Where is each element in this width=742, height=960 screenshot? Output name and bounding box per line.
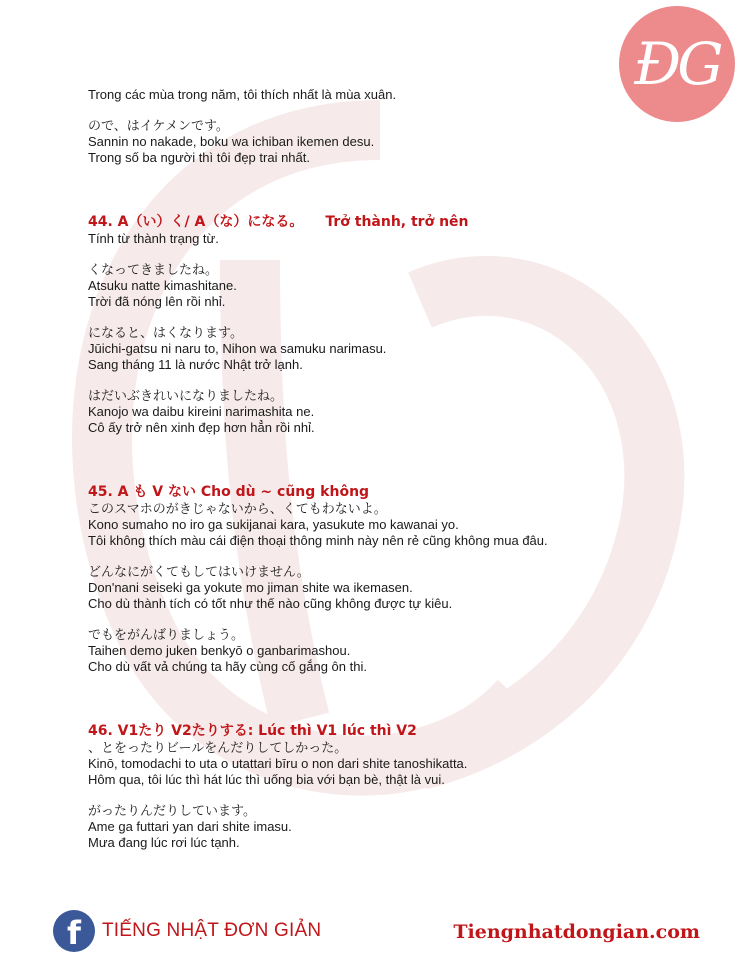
example-vietnamese: Mưa đang lúc rơi lúc tạnh. [88,835,240,850]
example-romaji: Kono sumaho no iro ga sukijanai kara, yasukute mo kawanai yo. [88,517,459,532]
example-vietnamese: Sang tháng 11 là nước Nhật trở lạnh. [88,357,303,372]
example-japanese: くなってきましたね。 [88,262,219,277]
grammar-section-45 [88,483,708,675]
example-romaji: Jūichi-gatsu ni naru to, Nihon wa samuku narimasu. [88,341,387,356]
example-japanese: 、とをったりビールをんだりしてしかった。 [88,740,348,755]
section-heading [88,213,708,231]
website-link[interactable]: Tiengnhatdongian.com [453,921,700,943]
grammar-section-44 [88,213,708,436]
example-vietnamese: Hôm qua, tôi lúc thì hát lúc thì uống bia với bạn bè, thật là vui. [88,772,445,787]
example-romaji: Kanojo wa daibu kireini narimashita ne. [88,404,315,419]
page-footer [0,908,742,960]
example-romaji: Ame ga futtari yan dari shite imasu. [88,819,292,834]
example-romaji: Don'nani seiseki ga yokute mo jiman shite wa ikemasen. [88,580,413,595]
section-meaning: Trở thành, trở nên [325,214,469,230]
example-vietnamese: Trời đã nóng lên rồi nhỉ. [88,294,226,309]
example-vietnamese: Cho dù vất vả chúng ta hãy cùng cố gắng ôn thi. [88,659,367,674]
intro-vietnamese: Trong số ba người thì tôi đẹp trai nhất. [88,150,310,165]
example-japanese: になると、はくなります。 [88,325,243,340]
section-title: 46. V1たり V2たりする: Lúc thì V1 lúc thì V2 [88,723,417,739]
example-romaji: Kinō, tomodachi to uta o utattari bīru o non dari shite tanoshikatta. [88,756,468,771]
example-japanese: でもをがんばりましょう。 [88,627,245,642]
brand-name: TIẾNG NHẬT ĐƠN GIẢN [102,920,322,941]
logo-text: ĐG [634,30,720,98]
example-japanese: がったりんだりしています。 [88,803,256,818]
example-romaji: Atsuku natte kimashitane. [88,278,237,293]
grammar-section-46 [88,722,708,851]
example-vietnamese: Cho dù thành tích có tốt như thế nào cũng không được tự kiêu. [88,596,453,611]
example-japanese: はだいぶきれいになりましたね。 [88,388,284,403]
example-japanese: このスマホのがきじゃないから、くてもわないよ。 [88,501,387,516]
intro-japanese: ので、はイケメンです。 [88,118,229,133]
intro-romaji: Sannin no nakade, boku wa ichiban ikemen desu. [88,134,375,149]
example-japanese: どんなにがくてもしてはいけません。 [88,564,310,579]
intro-text: Trong các mùa trong năm, tôi thích nhất là mùa xuân. [88,87,397,102]
example-romaji: Taihen demo juken benkyō o ganbarimashou. [88,643,351,658]
facebook-icon[interactable]: f [53,910,95,952]
section-subtitle: Tính từ thành trạng từ. [88,231,219,246]
section-title: 44. A（い）く/ A（な）になる。 [88,214,304,230]
section-title: 45. A も V ない Cho dù ~ cũng không [88,484,370,500]
document-body [88,87,708,851]
example-vietnamese: Cô ấy trở nên xinh đẹp hơn hẳn rồi nhỉ. [88,420,315,435]
example-vietnamese: Tôi không thích màu cái điện thoại thông minh này nên rẻ cũng không mua đâu. [88,533,548,548]
